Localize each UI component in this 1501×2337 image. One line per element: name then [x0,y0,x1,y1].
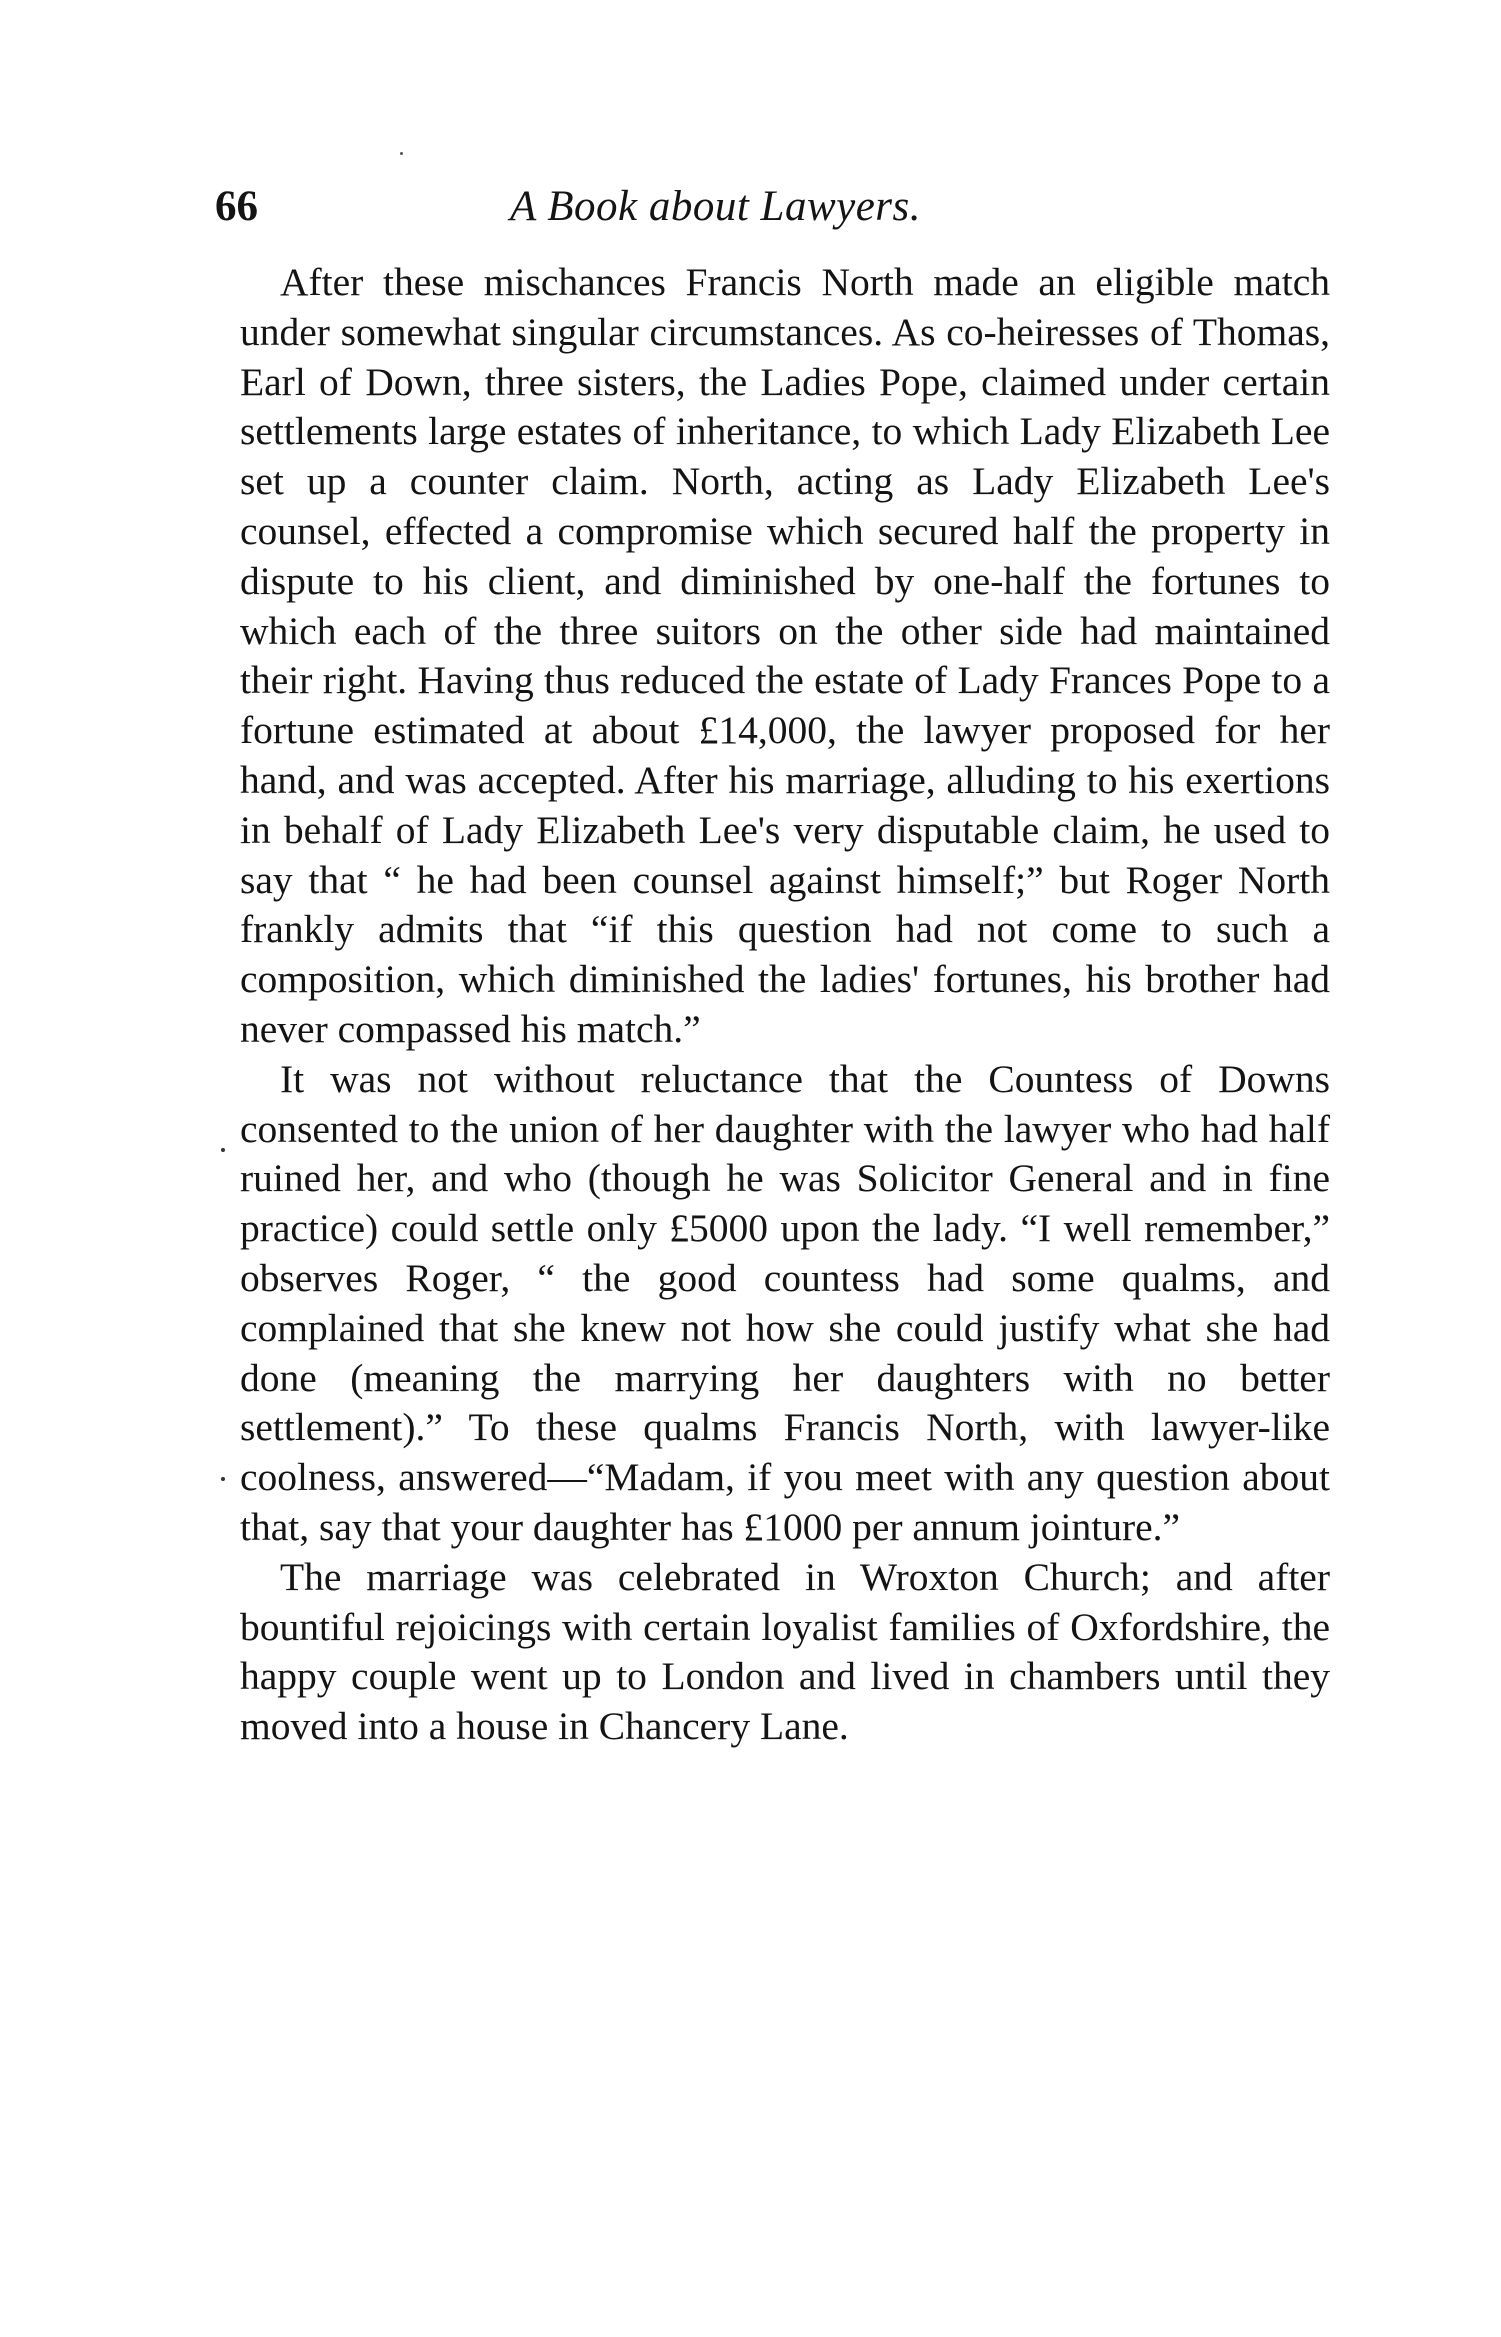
margin-mark [221,1148,225,1152]
page-number: 66 [215,183,258,230]
margin-mark [221,1477,225,1481]
print-speck [400,152,403,155]
paragraph-2: It was not without reluctance that the Countess of Downs consented to the union of her daughter with the lawyer who had half ruined her, and who (though he was Solicitor General and in fine practice) could settle only £5000 upon the lady. “I well remember,” observes Roger, “ the good countess had some qualms, and complained that she knew not how she could justify what she had done (meaning the marrying her daughters with no better settlement).” To these qualms Francis North, with lawyer-like coolness, answered—“Madam, if you meet with any question about that, say that your daughter has £1000 per annum jointure.” [240,1056,1330,1549]
paragraph-1: After these mischances Francis North made an eligible match under somewhat singular circumstances. As co-heiresses of Thomas, Earl of Down, three sisters, the Ladies Pope, claimed under certain settlements large estates of inheritance, to which Lady Elizabeth Lee set up a counter claim. North, acting as Lady Elizabeth Lee's counsel, effected a compromise which secured half the property in dispute to his client, and diminished by one-half the fortunes to which each of the three suitors on the other side had maintained their right. Having thus reduced the estate of Lady Frances Pope to a fortune estimated at about £14,000, the lawyer proposed for her hand, and was accepted. After his marriage, alluding to his exertions in behalf of Lady Elizabeth Lee's very disputable claim, he used to say that “ he had been counsel against himself;” but Roger North frankly admits that “if this question had not come to such a composition, which diminished the ladies' fortunes, his brother had never compassed his match.” [240,260,1330,1051]
body-text [240,258,1330,1752]
page-header [215,172,1335,242]
running-title: A Book about Lawyers. [510,183,922,230]
paragraph-3: The marriage was celebrated in Wroxton Church; and after bountiful rejoicings with certain loyalist families of Oxfordshire, the happy couple went up to London and lived in chambers until they moved into a house in Chancery Lane. [240,1554,1330,1749]
